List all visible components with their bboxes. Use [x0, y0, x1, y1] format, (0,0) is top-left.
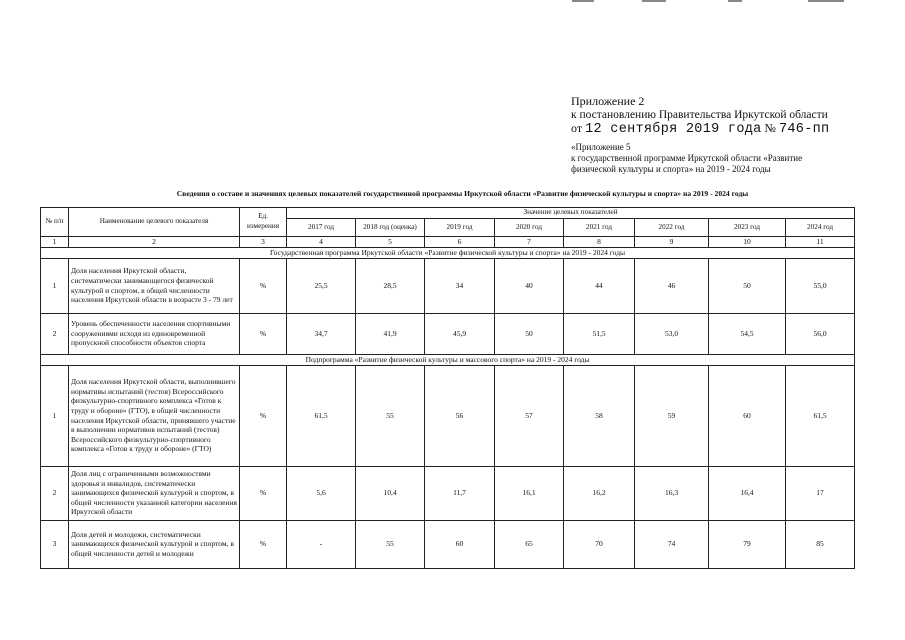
value-cell: 34 [425, 258, 495, 313]
value-cell: 41,9 [356, 313, 425, 354]
decree-number-label: № [764, 121, 776, 135]
section-title: Подпрограмма «Развитие физической культуры и массового спорта» на 2019 - 2024 годы [41, 354, 855, 365]
program-appendix-reference [571, 142, 871, 175]
header-num: № п/п [41, 208, 69, 237]
row-number: 2 [41, 466, 69, 520]
scan-mark [572, 0, 594, 2]
header-year: 2023 год [709, 219, 786, 237]
value-cell: 58 [564, 365, 635, 466]
row-number: 2 [41, 313, 69, 354]
value-cell: 44 [564, 258, 635, 313]
value-cell: 55,0 [786, 258, 855, 313]
section-title: Государственная программа Иркутской области «Развитие физической культуры и спорта» на 2019 - 2024 годы [41, 247, 855, 258]
value-cell: 16,3 [635, 466, 709, 520]
unit-cell: % [240, 520, 287, 568]
appendix-header [571, 95, 901, 137]
value-cell: 56 [425, 365, 495, 466]
value-cell: 50 [495, 313, 564, 354]
column-number: 5 [356, 237, 425, 248]
header-unit: Ед. измерения [240, 208, 287, 237]
unit-cell: % [240, 466, 287, 520]
table-row [41, 365, 855, 466]
value-cell: 11,7 [425, 466, 495, 520]
value-cell: 28,5 [356, 258, 425, 313]
program-appendix-label: «Приложение 5 [571, 142, 631, 152]
row-number: 1 [41, 365, 69, 466]
header-year: 2017 год [287, 219, 356, 237]
value-cell: 51,5 [564, 313, 635, 354]
value-cell: 55 [356, 365, 425, 466]
value-cell: 16,2 [564, 466, 635, 520]
value-cell: 57 [495, 365, 564, 466]
table-row [41, 258, 855, 313]
value-cell: 10,4 [356, 466, 425, 520]
column-number: 8 [564, 237, 635, 248]
value-cell: 17 [786, 466, 855, 520]
value-cell: 74 [635, 520, 709, 568]
header-year: 2018 год (оценка) [356, 219, 425, 237]
row-number: 3 [41, 520, 69, 568]
table-row [41, 313, 855, 354]
indicator-name: Доля населения Иркутской области, систематически занимающегося физической культурой и спортом, в общей численности населения Иркутской области в возрасте 3 - 79 лет [69, 258, 240, 313]
table-row [41, 520, 855, 568]
column-number: 4 [287, 237, 356, 248]
value-cell: 45,9 [425, 313, 495, 354]
value-cell: 56,0 [786, 313, 855, 354]
value-cell: 53,0 [635, 313, 709, 354]
scan-mark [728, 0, 742, 2]
indicator-name: Доля населения Иркутской области, выполнившего нормативы испытаний (тестов) Всероссийского физкультурно-спортивного комплекса «Готов к труду и обороне» (ГТО), в общей численности населения Иркутской области, принявшего участие в выполнении нормативов испытаний (тестов) Всероссийского физкультурно-спортивного комплекса «Готов к труду и обороне» (ГТО) [69, 365, 240, 466]
value-cell: 61,5 [786, 365, 855, 466]
table-row [41, 466, 855, 520]
value-cell: - [287, 520, 356, 568]
value-cell: 61,5 [287, 365, 356, 466]
value-cell: 55 [356, 520, 425, 568]
value-cell: 46 [635, 258, 709, 313]
decree-number: 746-пп [778, 122, 830, 137]
unit-cell: % [240, 313, 287, 354]
header-year: 2019 год [425, 219, 495, 237]
column-number-row [41, 237, 855, 248]
program-appendix-line2: к государственной программе Иркутской области «Развитие [571, 153, 803, 163]
unit-cell: % [240, 365, 287, 466]
decree-prefix: от [571, 121, 583, 135]
value-cell: 60 [709, 365, 786, 466]
indicator-name: Доля детей и молодежи, систематически занимающихся физической культурой и спортом, в общей численности детей и молодежи [69, 520, 240, 568]
value-cell: 54,5 [709, 313, 786, 354]
header-year: 2022 год [635, 219, 709, 237]
value-cell: 50 [709, 258, 786, 313]
value-cell: 16,4 [709, 466, 786, 520]
value-cell: 40 [495, 258, 564, 313]
column-number: 10 [709, 237, 786, 248]
decree-date: 12 сентября 2019 года [585, 122, 762, 137]
section-row [41, 247, 855, 258]
column-number: 6 [425, 237, 495, 248]
value-cell: 25,5 [287, 258, 356, 313]
value-cell: 85 [786, 520, 855, 568]
column-number: 3 [240, 237, 287, 248]
header-name: Наименование целевого показателя [69, 208, 240, 237]
column-number: 9 [635, 237, 709, 248]
value-cell: 5,6 [287, 466, 356, 520]
scan-mark [808, 0, 844, 2]
indicators-table [40, 207, 855, 569]
row-number: 1 [41, 258, 69, 313]
decree-line [571, 122, 901, 137]
header-year: 2020 год [495, 219, 564, 237]
column-number: 2 [69, 237, 240, 248]
column-number: 7 [495, 237, 564, 248]
indicator-name: Уровень обеспеченности населения спортивными сооружениями исходя из единовременной пропускной способности объектов спорта [69, 313, 240, 354]
appendix-label: Приложение 2 [571, 94, 645, 108]
column-number: 11 [786, 237, 855, 248]
value-cell: 34,7 [287, 313, 356, 354]
value-cell: 60 [425, 520, 495, 568]
header-year: 2021 год [564, 219, 635, 237]
section-row [41, 354, 855, 365]
value-cell: 16,1 [495, 466, 564, 520]
value-cell: 65 [495, 520, 564, 568]
value-cell: 59 [635, 365, 709, 466]
value-cell: 79 [709, 520, 786, 568]
value-cell: 70 [564, 520, 635, 568]
header-row-top [41, 208, 855, 219]
unit-cell: % [240, 258, 287, 313]
scan-mark [642, 0, 666, 2]
program-appendix-line3: физической культуры и спорта» на 2019 - 2024 годы [571, 164, 771, 174]
appendix-resolution-line: к постановлению Правительства Иркутской области [571, 108, 828, 121]
column-number: 1 [41, 237, 69, 248]
indicator-name: Доля лиц с ограниченными возможностями здоровья и инвалидов, систематически занимающихся физической культурой и спортом, в общей численности указанной категории населения Иркутской области [69, 466, 240, 520]
header-year: 2024 год [786, 219, 855, 237]
document-title: Сведения о составе и значениях целевых показателей государственной программы Иркутской области «Развитие физической культуры и спорта» на 2019 - 2024 годы [176, 189, 749, 198]
header-values-group: Значение целевых показателей [287, 208, 855, 219]
